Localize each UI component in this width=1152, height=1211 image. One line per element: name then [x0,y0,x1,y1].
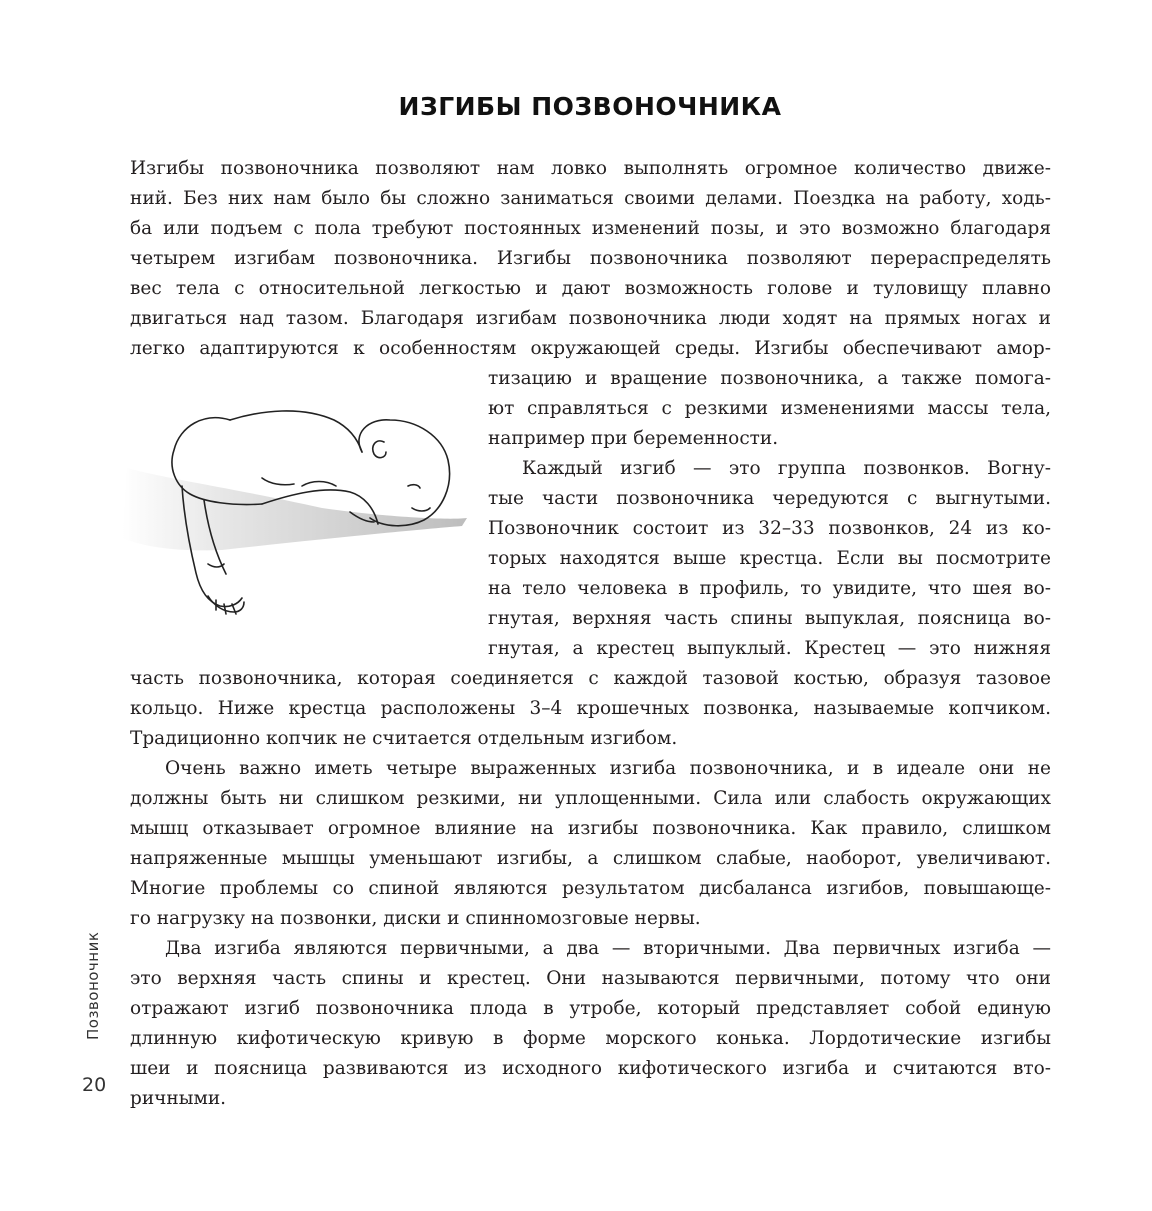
body-line: это верхняя часть спины и крестец. Они называются первичными, потому что они [130,968,1051,989]
body-line: ба или подъем с пола требуют постоянных изменений позы, и это возможно благодаря [130,218,1051,239]
body-line: часть позвоночника, которая соединяется с каждой тазовой костью, образуя тазовое [130,668,1051,689]
body-line: Традиционно копчик не считается отдельным изгибом. [130,728,678,749]
body-line: например при беременности. [488,428,779,449]
body-line: гнутая, верхняя часть спины выпуклая, поясница во- [488,608,1051,629]
body-line: Позвоночник состоит из 32–33 позвонков, 24 из ко- [488,518,1051,539]
body-line: отражают изгиб позвоночника плода в утробе, который представляет собой единую [130,998,1051,1019]
body-line: Изгибы позвоночника позволяют нам ловко выполнять огромное количество движе- [130,158,1051,179]
body-line: на тело человека в профиль, то увидите, что шея во- [488,578,1051,599]
page-title: ИЗГИБЫ ПОЗВОНОЧНИКА [398,92,782,121]
body-line: двигаться над тазом. Благодаря изгибам позвоночника люди ходят на прямых ногах и [130,308,1051,329]
body-line: легко адаптируются к особенностям окружающей среды. Изгибы обеспечивают амор- [130,338,1051,359]
baby-illustration [112,368,472,633]
body-line: Многие проблемы со спиной являются результатом дисбаланса изгибов, повышающе- [130,878,1051,899]
body-line: тые части позвоночника чередуются с выгнутыми. [488,488,1051,509]
body-line: длинную кифотическую кривую в форме морского конька. Лордотические изгибы [130,1028,1051,1049]
body-line: ют справляться с резкими изменениями массы тела, [488,398,1051,419]
body-line: ний. Без них нам было бы сложно заниматься своими делами. Поездка на работу, ходь- [130,188,1051,209]
body-line: должны быть ни слишком резкими, ни уплощенными. Сила или слабость окружающих [130,788,1051,809]
page-number: 20 [82,1074,107,1096]
body-line: Два изгиба являются первичными, а два — вторичными. Два первичных изгиба — [165,938,1051,959]
body-line: гнутая, а крестец выпуклый. Крестец — это нижняя [488,638,1051,659]
body-line: напряженные мышцы уменьшают изгибы, а слишком слабые, наоборот, увеличивают. [130,848,1051,869]
body-line: шеи и поясница развиваются из исходного кифотического изгиба и считаются вто- [130,1058,1051,1079]
body-line: торых находятся выше крестца. Если вы посмотрите [488,548,1051,569]
body-line: четырем изгибам позвоночника. Изгибы позвоночника позволяют перераспределять [130,248,1051,269]
body-line: мышц отказывает огромное влияние на изгибы позвоночника. Как правило, слишком [130,818,1051,839]
body-line: Каждый изгиб — это группа позвонков. Вогну- [522,458,1051,479]
body-line: Очень важно иметь четыре выраженных изгиба позвоночника, и в идеале они не [165,758,1051,779]
body-line: вес тела с относительной легкостью и дают возможность голове и туловищу плавно [130,278,1051,299]
body-line: го нагрузку на позвонки, диски и спинномозговые нервы. [130,908,701,929]
body-line: ричными. [130,1088,227,1109]
body-line: кольцо. Ниже крестца расположены 3–4 крошечных позвонка, называемые копчиком. [130,698,1051,719]
body-line: тизацию и вращение позвоночника, а также помога- [488,368,1051,389]
running-head: Позвоночник [84,931,102,1040]
